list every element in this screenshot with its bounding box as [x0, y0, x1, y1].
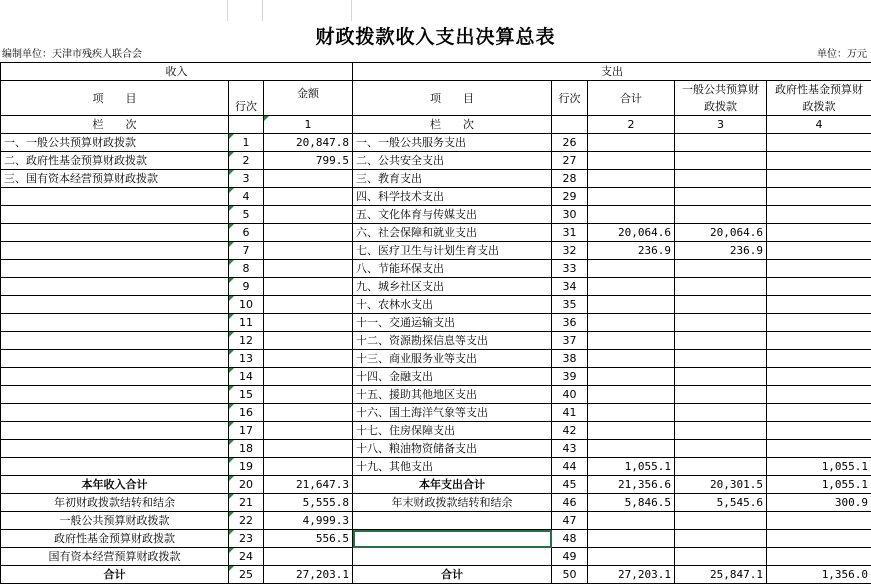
expense-item-cell[interactable]: 二、公共安全支出	[353, 152, 552, 170]
income-col-label[interactable]: 栏 次	[1, 116, 229, 134]
general-budget-cell[interactable]: 20,301.5	[675, 476, 767, 494]
table-row	[1, 458, 871, 476]
expense-item-cell[interactable]: 十一、交通运输支出	[353, 314, 552, 332]
table-row	[1, 206, 871, 224]
fund-budget-cell[interactable]: 1,356.0	[767, 566, 871, 584]
general-budget-cell[interactable]: 236.9	[675, 242, 767, 260]
expense-total-cell[interactable]	[588, 206, 675, 224]
expense-line-cell[interactable]: 39	[552, 368, 588, 386]
income-amount-cell[interactable]: 21,647.3	[264, 476, 353, 494]
income-line-cell[interactable]: 2	[229, 152, 264, 170]
fund-budget-cell[interactable]	[767, 512, 871, 530]
expense-line-cell[interactable]: 28	[552, 170, 588, 188]
expense-item-cell[interactable]: 九、城乡社区支出	[353, 278, 552, 296]
expense-line-cell[interactable]: 42	[552, 422, 588, 440]
income-line-cell[interactable]: 16	[229, 404, 264, 422]
income-item-cell[interactable]	[1, 350, 229, 368]
income-item-cell[interactable]	[1, 368, 229, 386]
income-item-cell[interactable]	[1, 296, 229, 314]
income-item-cell[interactable]	[1, 422, 229, 440]
income-line-cell[interactable]: 12	[229, 332, 264, 350]
table-row	[1, 350, 871, 368]
income-item-cell[interactable]	[1, 440, 229, 458]
fund-budget-cell[interactable]	[767, 350, 871, 368]
expense-line-cell[interactable]: 46	[552, 494, 588, 512]
expense-line-cell[interactable]: 38	[552, 350, 588, 368]
fund-budget-cell[interactable]	[767, 332, 871, 350]
table-row	[1, 332, 871, 350]
expense-col-4[interactable]: 4	[767, 116, 871, 134]
expense-line-cell[interactable]: 41	[552, 404, 588, 422]
income-amount-cell[interactable]	[264, 440, 353, 458]
general-budget-cell[interactable]	[675, 134, 767, 152]
expense-line-cell[interactable]: 36	[552, 314, 588, 332]
income-line-cell[interactable]: 13	[229, 350, 264, 368]
fund-budget-cell[interactable]	[767, 296, 871, 314]
expense-total-cell[interactable]	[588, 386, 675, 404]
summary-row	[1, 530, 871, 548]
expense-item-header[interactable]: 项 目	[353, 81, 552, 116]
general-budget-cell[interactable]	[675, 440, 767, 458]
expense-line-cell[interactable]: 27	[552, 152, 588, 170]
fund-budget-cell[interactable]: 300.9	[767, 494, 871, 512]
general-budget-cell[interactable]	[675, 188, 767, 206]
general-budget-cell[interactable]	[675, 458, 767, 476]
income-line-cell[interactable]: 18	[229, 440, 264, 458]
expense-total-cell[interactable]: 236.9	[588, 242, 675, 260]
table-row	[1, 170, 871, 188]
income-line-header[interactable]: 行次	[229, 81, 264, 116]
income-item-cell[interactable]	[1, 458, 229, 476]
expense-total-cell[interactable]	[588, 332, 675, 350]
income-item-cell[interactable]	[1, 314, 229, 332]
income-amount-cell[interactable]	[264, 296, 353, 314]
general-budget-cell[interactable]: 5,545.6	[675, 494, 767, 512]
expense-item-cell[interactable]: 八、节能环保支出	[353, 260, 552, 278]
general-budget-cell[interactable]	[675, 404, 767, 422]
expense-item-cell[interactable]: 十五、援助其他地区支出	[353, 386, 552, 404]
table-row	[1, 152, 871, 170]
general-budget-cell[interactable]	[675, 548, 767, 566]
table-row	[1, 188, 871, 206]
fund-budget-header[interactable]: 政府性基金预算财政拨款	[767, 81, 871, 116]
income-item-cell[interactable]	[1, 278, 229, 296]
expense-total-cell[interactable]	[588, 368, 675, 386]
expense-item-cell[interactable]: 十四、金融支出	[353, 368, 552, 386]
income-line-cell[interactable]: 17	[229, 422, 264, 440]
income-line-cell[interactable]: 20	[229, 476, 264, 494]
income-line-cell[interactable]: 6	[229, 224, 264, 242]
expense-total-cell[interactable]	[588, 188, 675, 206]
summary-row	[1, 566, 871, 584]
general-budget-cell[interactable]	[675, 512, 767, 530]
income-amount-cell[interactable]	[264, 386, 353, 404]
income-amount-cell[interactable]	[264, 404, 353, 422]
expense-item-cell[interactable]: 三、教育支出	[353, 170, 552, 188]
income-amount-cell[interactable]	[264, 278, 353, 296]
income-amount-cell[interactable]	[264, 206, 353, 224]
expense-total-cell[interactable]	[588, 530, 675, 548]
expense-item-cell[interactable]: 七、医疗卫生与计划生育支出	[353, 242, 552, 260]
expense-total-cell[interactable]	[588, 404, 675, 422]
expense-total-cell[interactable]	[588, 548, 675, 566]
income-amount-cell[interactable]	[264, 422, 353, 440]
expense-total-cell[interactable]: 21,356.6	[588, 476, 675, 494]
table-row	[1, 296, 871, 314]
expense-line-cell[interactable]: 37	[552, 332, 588, 350]
fund-budget-cell[interactable]	[767, 404, 871, 422]
expense-total-cell[interactable]	[588, 134, 675, 152]
expense-total-cell[interactable]: 20,064.6	[588, 224, 675, 242]
income-line-cell[interactable]: 15	[229, 386, 264, 404]
income-item-cell[interactable]: 本年收入合计	[1, 476, 229, 494]
expense-item-cell[interactable]: 十六、国土海洋气象等支出	[353, 404, 552, 422]
income-col-1[interactable]: 1	[264, 116, 353, 134]
income-line-cell[interactable]: 8	[229, 260, 264, 278]
fund-budget-cell[interactable]	[767, 188, 871, 206]
income-item-cell[interactable]	[1, 224, 229, 242]
general-budget-cell[interactable]: 20,064.6	[675, 224, 767, 242]
income-amount-cell[interactable]: 4,999.3	[264, 512, 353, 530]
fund-budget-cell[interactable]	[767, 224, 871, 242]
fund-budget-cell[interactable]	[767, 314, 871, 332]
expense-total-cell[interactable]: 5,846.5	[588, 494, 675, 512]
summary-row	[1, 476, 871, 494]
expense-item-cell[interactable]: 合计	[353, 566, 552, 584]
table-row	[1, 314, 871, 332]
expense-total-cell[interactable]	[588, 422, 675, 440]
table-row	[1, 224, 871, 242]
income-item-cell[interactable]: 二、政府性基金预算财政拨款	[1, 152, 229, 170]
expense-item-cell[interactable]: 四、科学技术支出	[353, 188, 552, 206]
income-line-cell[interactable]: 22	[229, 512, 264, 530]
income-item-cell[interactable]	[1, 332, 229, 350]
income-line-cell[interactable]: 14	[229, 368, 264, 386]
income-item-cell[interactable]: 一般公共预算财政拨款	[1, 512, 229, 530]
income-item-cell[interactable]: 三、国有资本经营预算财政拨款	[1, 170, 229, 188]
expense-line-cell[interactable]: 29	[552, 188, 588, 206]
income-line-cell[interactable]: 19	[229, 458, 264, 476]
income-line-cell[interactable]: 11	[229, 314, 264, 332]
income-item-cell[interactable]	[1, 260, 229, 278]
expense-total-cell[interactable]	[588, 512, 675, 530]
fund-budget-cell[interactable]	[767, 386, 871, 404]
expense-item-cell[interactable]: 十八、粮油物资储备支出	[353, 440, 552, 458]
income-amount-cell[interactable]	[264, 548, 353, 566]
fund-budget-cell[interactable]	[767, 422, 871, 440]
general-budget-cell[interactable]	[675, 332, 767, 350]
income-amount-cell[interactable]: 20,847.8	[264, 134, 353, 152]
income-line-cell[interactable]: 10	[229, 296, 264, 314]
general-budget-cell[interactable]: 25,847.1	[675, 566, 767, 584]
income-amount-cell[interactable]	[264, 224, 353, 242]
expense-total-cell[interactable]: 1,055.1	[588, 458, 675, 476]
page-title: 财政拨款收入支出决算总表	[315, 26, 556, 48]
income-item-cell[interactable]: 合计	[1, 566, 229, 584]
expense-item-cell[interactable]	[353, 512, 552, 530]
expense-total-cell[interactable]	[588, 296, 675, 314]
table-row	[1, 422, 871, 440]
income-header[interactable]: 收入	[1, 63, 353, 81]
income-line-cell[interactable]: 25	[229, 566, 264, 584]
expense-item-cell[interactable]	[353, 548, 552, 566]
currency-unit: 单位：万元	[817, 49, 867, 60]
fund-budget-cell[interactable]	[767, 548, 871, 566]
fund-budget-cell[interactable]	[767, 242, 871, 260]
income-amount-cell[interactable]	[264, 314, 353, 332]
income-amount-cell[interactable]: 5,555.8	[264, 494, 353, 512]
general-budget-cell[interactable]	[675, 422, 767, 440]
fund-budget-cell[interactable]	[767, 170, 871, 188]
income-item-cell[interactable]: 国有资本经营预算财政拨款	[1, 548, 229, 566]
expense-total-header[interactable]: 合计	[588, 81, 675, 116]
income-line-cell[interactable]: 3	[229, 170, 264, 188]
expense-line-cell[interactable]: 26	[552, 134, 588, 152]
general-budget-cell[interactable]	[675, 152, 767, 170]
expense-total-cell[interactable]	[588, 170, 675, 188]
expense-line-cell[interactable]: 33	[552, 260, 588, 278]
expense-item-cell[interactable]: 本年支出合计	[353, 476, 552, 494]
income-amount-cell[interactable]	[264, 350, 353, 368]
general-budget-header[interactable]: 一般公共预算财政拨款	[675, 81, 767, 116]
expense-item-cell[interactable]: 十七、住房保障支出	[353, 422, 552, 440]
expense-line-header[interactable]: 行次	[552, 81, 588, 116]
income-line-cell[interactable]: 23	[229, 530, 264, 548]
expense-line-cell[interactable]: 30	[552, 206, 588, 224]
expense-line-cell[interactable]: 48	[552, 530, 588, 548]
income-line-cell[interactable]: 7	[229, 242, 264, 260]
income-line-cell[interactable]: 5	[229, 206, 264, 224]
reporting-unit: 编制单位：天津市残疾人联合会	[2, 49, 142, 60]
fund-budget-cell[interactable]	[767, 530, 871, 548]
budget-table	[0, 62, 871, 584]
general-budget-cell[interactable]	[675, 278, 767, 296]
expense-line-cell[interactable]: 45	[552, 476, 588, 494]
income-amount-cell[interactable]	[264, 368, 353, 386]
expense-col-2[interactable]: 2	[588, 116, 675, 134]
expense-line-cell[interactable]: 32	[552, 242, 588, 260]
general-budget-cell[interactable]	[675, 350, 767, 368]
expense-line-cell[interactable]: 47	[552, 512, 588, 530]
income-col-line-blank[interactable]	[229, 116, 264, 134]
income-amount-cell[interactable]: 27,203.1	[264, 566, 353, 584]
fund-budget-cell[interactable]	[767, 278, 871, 296]
income-line-cell[interactable]: 21	[229, 494, 264, 512]
table-row	[1, 368, 871, 386]
table-row	[1, 242, 871, 260]
expense-item-cell[interactable]: 六、社会保障和就业支出	[353, 224, 552, 242]
table-row	[1, 278, 871, 296]
fund-budget-cell[interactable]	[767, 134, 871, 152]
expense-total-cell[interactable]	[588, 152, 675, 170]
expense-item-cell[interactable]: 十九、其他支出	[353, 458, 552, 476]
expense-item-cell[interactable]: 年末财政拨款结转和结余	[353, 494, 552, 512]
expense-total-cell[interactable]	[588, 278, 675, 296]
income-amount-cell[interactable]	[264, 242, 353, 260]
general-budget-cell[interactable]	[675, 260, 767, 278]
table-row	[1, 134, 871, 152]
general-budget-cell[interactable]	[675, 368, 767, 386]
column-index-row	[1, 116, 871, 134]
fund-budget-cell[interactable]	[767, 152, 871, 170]
income-line-cell[interactable]: 9	[229, 278, 264, 296]
expense-line-cell[interactable]: 44	[552, 458, 588, 476]
expense-item-cell[interactable]: 十二、资源勘探信息等支出	[353, 332, 552, 350]
expense-total-cell[interactable]	[588, 440, 675, 458]
expense-total-cell[interactable]	[588, 314, 675, 332]
income-item-cell[interactable]	[1, 404, 229, 422]
general-budget-cell[interactable]	[675, 170, 767, 188]
general-budget-cell[interactable]	[675, 296, 767, 314]
fund-budget-cell[interactable]	[767, 206, 871, 224]
summary-row	[1, 512, 871, 530]
income-item-cell[interactable]: 一、一般公共预算财政拨款	[1, 134, 229, 152]
income-item-cell[interactable]	[1, 386, 229, 404]
income-amount-cell[interactable]: 799.5	[264, 152, 353, 170]
general-budget-cell[interactable]	[675, 530, 767, 548]
expense-line-cell[interactable]: 35	[552, 296, 588, 314]
expense-item-cell[interactable]: 一、一般公共服务支出	[353, 134, 552, 152]
expense-line-cell[interactable]: 34	[552, 278, 588, 296]
fund-budget-cell[interactable]	[767, 440, 871, 458]
table-row	[1, 260, 871, 278]
expense-total-cell[interactable]	[588, 350, 675, 368]
income-item-cell[interactable]: 年初财政拨款结转和结余	[1, 494, 229, 512]
table-row	[1, 404, 871, 422]
expense-col-label[interactable]: 栏 次	[353, 116, 552, 134]
expense-item-cell[interactable]	[353, 530, 552, 548]
income-line-cell[interactable]: 1	[229, 134, 264, 152]
general-budget-cell[interactable]	[675, 206, 767, 224]
income-item-cell[interactable]	[1, 188, 229, 206]
fund-budget-cell[interactable]	[767, 260, 871, 278]
expense-line-cell[interactable]: 50	[552, 566, 588, 584]
income-amount-cell[interactable]	[264, 458, 353, 476]
table-row	[1, 440, 871, 458]
expense-header[interactable]: 支出	[353, 63, 871, 81]
income-item-cell[interactable]	[1, 206, 229, 224]
expense-item-cell[interactable]: 十、农林水支出	[353, 296, 552, 314]
expense-line-cell[interactable]: 40	[552, 386, 588, 404]
summary-row	[1, 494, 871, 512]
expense-col-3[interactable]: 3	[675, 116, 767, 134]
income-item-cell[interactable]: 政府性基金预算财政拨款	[1, 530, 229, 548]
fund-budget-cell[interactable]: 1,055.1	[767, 458, 871, 476]
income-line-cell[interactable]: 4	[229, 188, 264, 206]
header-row-top	[1, 63, 871, 81]
fund-budget-cell[interactable]: 1,055.1	[767, 476, 871, 494]
income-line-cell[interactable]: 24	[229, 548, 264, 566]
general-budget-cell[interactable]	[675, 314, 767, 332]
expense-total-cell[interactable]: 27,203.1	[588, 566, 675, 584]
general-budget-cell[interactable]	[675, 386, 767, 404]
table-row	[1, 386, 871, 404]
expense-item-cell[interactable]: 五、文化体育与传媒支出	[353, 206, 552, 224]
spreadsheet-gridlines	[0, 0, 871, 21]
income-amount-cell[interactable]	[264, 188, 353, 206]
income-item-header[interactable]: 项 目	[1, 81, 229, 116]
expense-col-line-blank[interactable]	[552, 116, 588, 134]
income-amount-header[interactable]: 金额	[264, 81, 353, 116]
income-amount-cell[interactable]	[264, 170, 353, 188]
fund-budget-cell[interactable]	[767, 368, 871, 386]
expense-total-cell[interactable]	[588, 260, 675, 278]
income-amount-cell[interactable]: 556.5	[264, 530, 353, 548]
income-item-cell[interactable]	[1, 242, 229, 260]
income-amount-cell[interactable]	[264, 332, 353, 350]
expense-line-cell[interactable]: 31	[552, 224, 588, 242]
expense-line-cell[interactable]: 49	[552, 548, 588, 566]
income-amount-cell[interactable]	[264, 260, 353, 278]
expense-line-cell[interactable]: 43	[552, 440, 588, 458]
expense-item-cell[interactable]: 十三、商业服务业等支出	[353, 350, 552, 368]
summary-row	[1, 548, 871, 566]
